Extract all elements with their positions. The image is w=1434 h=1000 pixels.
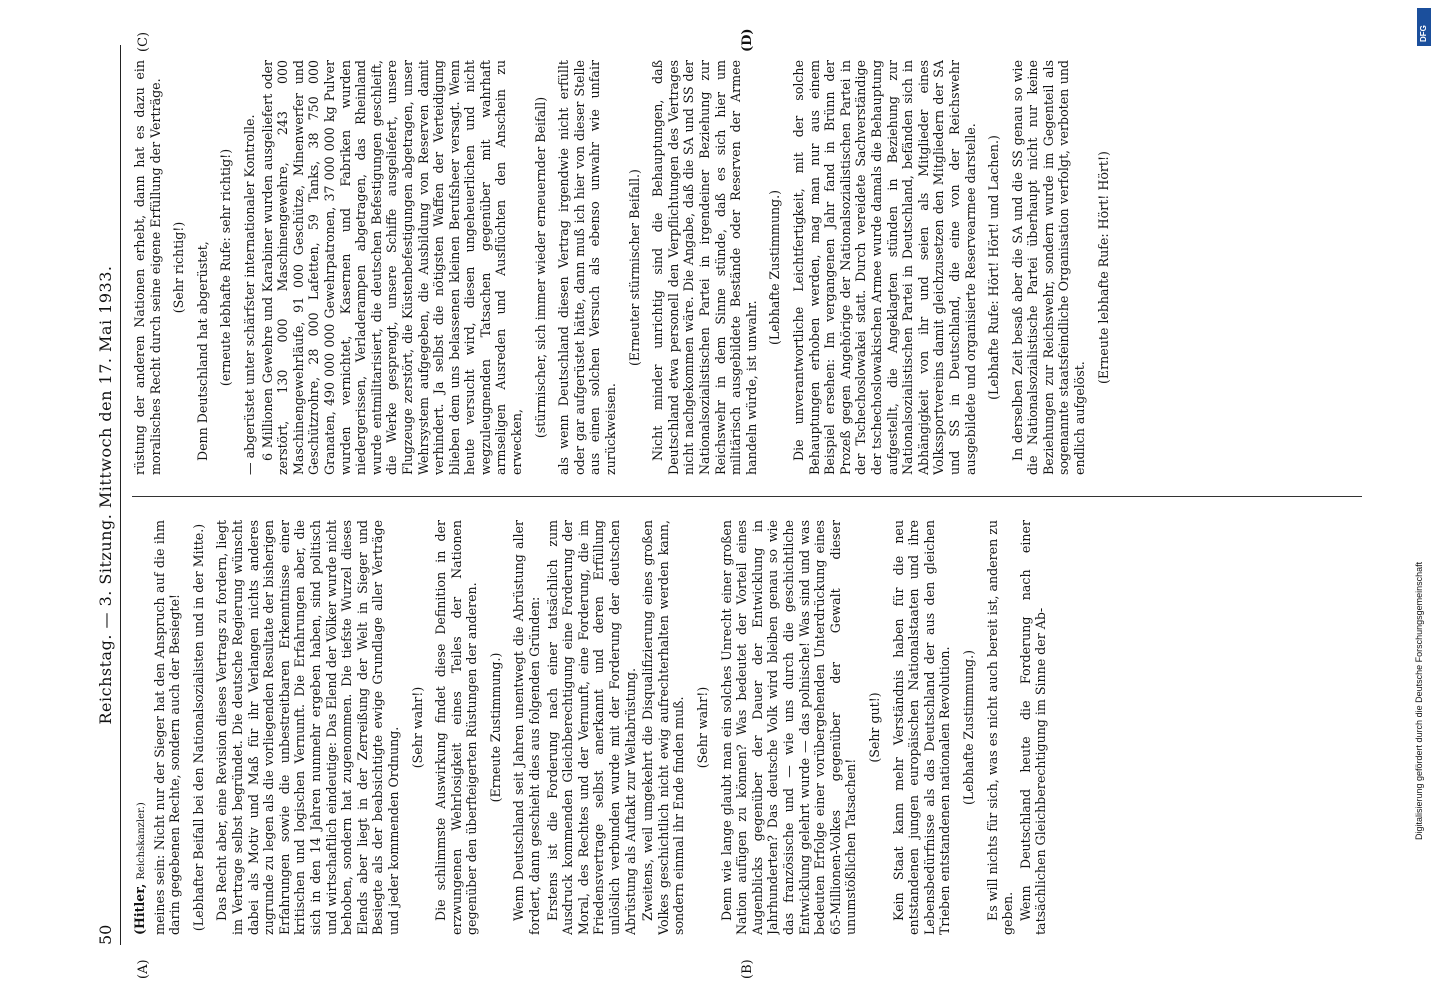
interjection: (Sehr wahr!) xyxy=(695,686,710,769)
running-header xyxy=(92,45,121,945)
margin-mark-d: (D) xyxy=(740,28,755,52)
interjection: (Lebhafte Zustimmung.) xyxy=(767,189,783,346)
paragraph: meines sein: Nicht nur der Sieger hat den Anspruch auf die ihm darin gegebenen Rechte, sondern auch der Besiegte! xyxy=(151,520,183,935)
left-column xyxy=(132,520,1362,935)
interjection: (erneute lebhafte Rufe: sehr richtig!) xyxy=(218,148,234,387)
digitization-note-text: Digitalisierung gefördert durch die Deutsche Forschungsgemeinschaft xyxy=(1414,561,1424,840)
paragraph: 6 Millionen Gewehre und Karabiner wurden ausgeliefert oder zerstört, 130 000 Maschinengewehre, 243 000 Maschinengewehrläufe, 91 000 Geschütze, Minenwerfer und Geschützrohre, 28 000 Lafetten, 59 Tanks, 38 750 000 Granaten, 490 000 000 Gewehrpatronen, 37 000 000 kg Pulver wurden vernichtet, Kasernen und Fabriken wurden niedergerissen, Verladerampen abgetragen, das Rheinland wurde entmilitarisiert, die deutschen Befestigungen geschleift, die Werke gesprengt, unsere Schiffe ausgeliefert, unsere Flugzeuge zerstört, die Küstenbefestigungen abgetragen, unser Wehrsystem aufgegeben, die Ausbildung von Reserven damit verhindert. Ja selbst die nötigsten Waffen der Verteidigung blieben dem uns belassenen kleinen Berufsheer versagt. Wenn heute versucht wird, diesen ungeheuerlichen und nicht wegzuleugnenden Tatsachen gegenüber mit wahrhaft armseligen Ausreden und Ausflüchten den Anschein zu erwecken, xyxy=(259,60,525,475)
dfg-logo-icon xyxy=(1417,8,1431,46)
paragraph: Die unverantwortliche Leichtfertigkeit, mit der solche Behauptungen erhoben werden, mag man nur aus einem Beispiel ersehen: Im vergangenen Jahr fand in Brünn der Prozeß gegen Angehörige der Nationalsozialistischen Partei in der Tschechoslowakei statt. Durch vereidete Sachverständige der tschechoslowakischen Armee wurde damals die Behauptung aufgestellt, die Angeklagten stünden in Beziehung zur Nationalsozialistischen Partei in Deutschland, befänden sich in Abhängigkeit von ihr und seien als Mitglieder eines Volkssportvereins damit gleichzusetzen den Mitgliedern der SA und SS in Deutschland, die eine von der Reichswehr ausgebildete und organisierte Reservearmee darstelle. xyxy=(790,60,978,475)
paragraph: Kein Staat kann mehr Verständnis haben für die neu entstandenen jungen europäischen Nationalstaaten und ihre Lebensbedürfnisse als das Deutschland der aus den gleichen Trieben entstandenen nationalen Revolution. xyxy=(890,520,953,935)
page-number: 50 xyxy=(96,924,115,945)
column-divider xyxy=(132,496,1362,497)
interjection: (Sehr gut!) xyxy=(866,692,882,763)
paragraph: Denn Deutschland hat abgerüstet, xyxy=(194,241,210,461)
speaker-line xyxy=(132,520,150,935)
paragraph: Die schlimmste Auswirkung findet diese Definition in der erzwungenen Wehrlosigkeit eines Teiles der Nationen gegenüber den überfteigerten Rüstungen der anderen. xyxy=(433,520,480,935)
speaker-role: Reichskanzler.) xyxy=(136,802,147,880)
interjection: (Sehr richtig!) xyxy=(171,221,187,314)
interjection: (stürmischer, sich immer wieder erneuernder Beifall) xyxy=(532,96,548,439)
interjection: (Erneuter stürmischer Beifall.) xyxy=(626,169,642,366)
digitization-note xyxy=(1412,160,1426,840)
paragraph: Es will nichts für sich, was es nicht auch bereit ist, anderen zu geben. xyxy=(984,520,1016,935)
margin-mark-b: (B) xyxy=(740,959,755,979)
interjection: (Sehr wahr!) xyxy=(409,686,425,769)
interjection: (Lebhafte Zustimmung.) xyxy=(960,649,976,806)
rotated-page xyxy=(92,28,1382,979)
interjection: (Lebhafter Beifall bei den Nationalsozialisten und in der Mitte.) xyxy=(190,523,206,932)
paragraph: Zweitens, weil umgekehrt die Disqualifizierung eines großen Volkes geschichtlich nicht ewig aufrechterhalten werden kann, sondern einmal ihr Ende finden muß. xyxy=(640,520,687,935)
paragraph: rüstung der anderen Nationen erhebt, dann hat es dazu ein moralisches Recht durch seine eigene Erfüllung der Verträge. xyxy=(132,60,163,475)
paragraph: als wenn Deutschland diesen Vertrag irgendwie nicht erfüllt oder gar aufgerüstet hätte, dann muß ich hier von dieser Stelle aus einen solchen Versuch als ebenso unwahr wie unfair zurückweisen. xyxy=(556,60,619,475)
paragraph: — abgerüstet unter schärfster internationaler Kontrolle. xyxy=(241,114,257,475)
margin-mark-a: (A) xyxy=(136,959,151,979)
interjection: (Erneute lebhafte Rufe: Hört! Hört!) xyxy=(1095,151,1111,384)
paragraph: Wenn Deutschland seit Jahren unentwegt die Abrüstung aller fordert, dann geschieht dies aus folgenden Gründen: xyxy=(511,520,543,935)
logo-text: DFG xyxy=(1419,25,1428,42)
interjection: (Lebhafte Rufe: Hört! Hört! und Lachen.) xyxy=(986,135,1002,400)
interjection: (Erneute Zustimmung.) xyxy=(487,652,503,803)
paragraph: Nicht minder unrichtig sind die Behauptungen, daß Deutschland etwa personell den Verpflichtungen des Vertrages nicht nachgekommen wäre. Die Angabe, daß die SA und SS der Nationalsozialistischen Partei in irgendeiner Beziehung zur Reichswehr in dem Sinne stünde, daß es sich hier um militärisch ausgebildete Bestände oder Reserven der Armee handeln würde, ist unwahr. xyxy=(650,60,759,475)
paragraph: Denn wie lange glaubt man ein solches Unrecht einer großen Nation aufügen zu können? Was bedeutet der Vorteil eines Augenblicks gegenüber der Dauer der Entwicklung in Jahrhunderten? Das deutsche Volk wird bleiben genau so wie das französische und — wie uns durch die geschichtliche Entwicklung gelehrt wurde — das polnische! Was sind und was bedeuten Erfolge einer vorübergehenden Unterdrückung eines 65-Millionen-Volkes gegenüber der Gewalt dieser unumstößlichen Tatsachen! xyxy=(718,520,859,935)
margin-mark-c: (C) xyxy=(136,31,151,52)
page-title: Reichstag. — 3. Sitzung. Mittwoch den 17. Mai 1933. xyxy=(96,265,115,725)
paragraph: Erstens ist die Forderung nach einer tatsächlich zum Ausdruck kommenden Gleichberechtigung eine Forderung der Moral, des Rechtes und der Vernunft, eine Forderung, die im Friedensvertrage selbst anerkannt und deren Erfüllung unlöslich verbunden wurde mit der Forderung der deutschen Abrüstung als Auftakt zur Weltabrüstung. xyxy=(544,520,638,935)
paragraph: Wenn Deutschland heute die Forderung nach einer tatsächlichen Gleichberechtigung im Sinne der Ab- xyxy=(1017,520,1049,935)
paragraph: In derselben Zeit besaß aber die SA und die SS genau so wie die Nationalsozialistische Partei überhaupt nicht nur keine Beziehungen zur Reichswehr, sondern wurde im Gegenteil als sogenannte staatsfeindliche Organisation verfolgt, verboten und endlich aufgelöst. xyxy=(1009,60,1088,475)
right-column xyxy=(132,60,1362,475)
speaker-name: (Hitler, xyxy=(132,883,147,935)
paragraph: Das Recht aber, eine Revision dieses Vertrags zu fordern, liegt im Vertrage selbst begründet. Die deutsche Regierung wünscht dabei als Motiv und Maß für ihr Verlangen nichts anderes zugrunde zu legen als die vorliegenden Resultate der bisherigen Erfahrungen sowie die unbestreitbaren Erkenntnisse einer kritischen und logischen Vernunft. Die Erfahrungen aber, die sich in den 14 Jahren nunmehr ergeben haben, sind politisch und wirtschaftlich eindeutige: Das Elend der Völker wurde nicht behoben, sondern hat zugenommen. Die tiefste Wurzel dieses Elends aber liegt in der Zerreißung der Welt in Sieger und Besiegte als der beabsichtigte ewige Grundlage aller Verträge und jeder kommenden Ordnung. xyxy=(214,520,401,935)
